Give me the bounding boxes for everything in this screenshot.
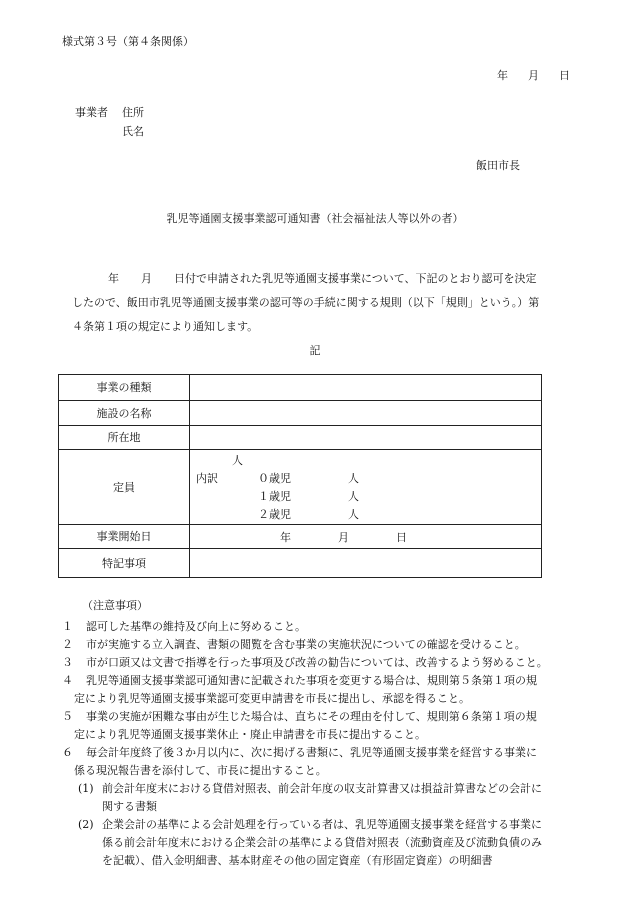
body-line-1: 年 月 日付で申請された乳児等通園支援事業について、下記のとおり認可を決定 — [108, 272, 537, 285]
body-line-2: したので、飯田市乳児等通園支援事業の認可等の手続に関する規則（以下「規則」という。）第 — [72, 296, 540, 309]
approval-details-table — [58, 374, 542, 578]
start-day: 日 — [396, 530, 407, 544]
start-year: 年 — [280, 530, 291, 544]
note-1: １ 認可した基準の維持及び向上に努めること。 — [62, 620, 306, 633]
row-business-type — [59, 375, 542, 401]
age-1-unit: 人 — [348, 490, 359, 503]
capacity-breakdown-label: 内訳 — [196, 472, 218, 485]
age-1-label: １歳児 — [258, 490, 291, 503]
label-remarks: 特記事項 — [59, 549, 190, 578]
label-location: 所在地 — [59, 426, 190, 450]
value-location — [190, 426, 542, 450]
age-0-label: ０歳児 — [258, 472, 291, 485]
form-number: 様式第３号（第４条関係） — [62, 35, 194, 48]
name-label: 氏名 — [122, 125, 144, 138]
address-label: 住所 — [122, 106, 144, 119]
value-remarks — [190, 549, 542, 578]
document-title: 乳児等通園支援事業認可通知書（社会福祉法人等以外の者） — [166, 212, 464, 225]
label-business-type: 事業の種類 — [59, 375, 190, 401]
age-2-unit: 人 — [348, 508, 359, 521]
age-0-unit: 人 — [348, 472, 359, 485]
row-remarks — [59, 549, 542, 578]
note-6-sub-2: (2) 企業会計の基準による会計処理を行っている者は、乳児等通園支援事業を経営する事業に 係る前会計年度末における企業会計の基準による貸借対照表（流動資産及び流動負債のみ を記載）、借入金明細書、基本財産その他の固定資産（有形固定資産）の明細書 — [78, 818, 542, 867]
note-6-sub-1: (1) 前会計年度末における貸借対照表、前会計年度の収支計算書又は損益計算書などの会計に 関する書類 — [78, 782, 542, 813]
value-capacity — [190, 450, 542, 525]
value-facility-name — [190, 401, 542, 426]
body-line-3: ４条第１項の規定により通知します。 — [72, 320, 259, 333]
row-start-date — [59, 525, 542, 549]
label-start-date: 事業開始日 — [59, 525, 190, 549]
value-business-type — [190, 375, 542, 401]
row-facility-name — [59, 401, 542, 426]
row-location — [59, 426, 542, 450]
business-operator-label: 事業者 — [75, 106, 108, 119]
note-3: ３ 市が口頭又は文書で指導を行った事項及び改善の勧告については、改善するよう努めること。 — [62, 656, 548, 669]
notice-body — [72, 267, 572, 339]
row-capacity — [59, 450, 542, 525]
note-4: ４ 乳児等通園支援事業認可通知書に記載された事項を変更する場合は、規則第５条第１項の規 定により乳児等通園支援事業認可変更申請書を市長に提出し、承認を得ること。 — [62, 674, 537, 705]
note-6: ６ 毎会計年度終了後３か月以内に、次に掲げる書類に、乳児等通園支援事業を経営する事業に 係る現況報告書を添付して、市長に提出すること。 — [62, 746, 537, 777]
notes-heading: （注意事項） — [82, 599, 148, 612]
note-2: ２ 市が実施する立入調査、書類の閲覧を含む事業の実施状況についての確認を受けること。 — [62, 638, 526, 651]
capacity-total-unit: 人 — [232, 454, 243, 467]
issue-date — [497, 70, 570, 81]
date-month: 月 — [528, 69, 539, 82]
date-day: 日 — [559, 69, 570, 82]
ki-heading: 記 — [309, 344, 321, 357]
issuer: 飯田市長 — [476, 159, 520, 172]
label-facility-name: 施設の名称 — [59, 401, 190, 426]
label-capacity: 定員 — [59, 450, 190, 525]
date-year: 年 — [497, 69, 508, 82]
start-month: 月 — [338, 530, 349, 544]
value-start-date — [190, 525, 542, 549]
note-5: ５ 事業の実施が困難な事由が生じた場合は、直ちにその理由を付して、規則第６条第１項の規 定により乳児等通園支援事業休止・廃止申請書を市長に提出すること。 — [62, 710, 537, 741]
age-2-label: ２歳児 — [258, 508, 291, 521]
